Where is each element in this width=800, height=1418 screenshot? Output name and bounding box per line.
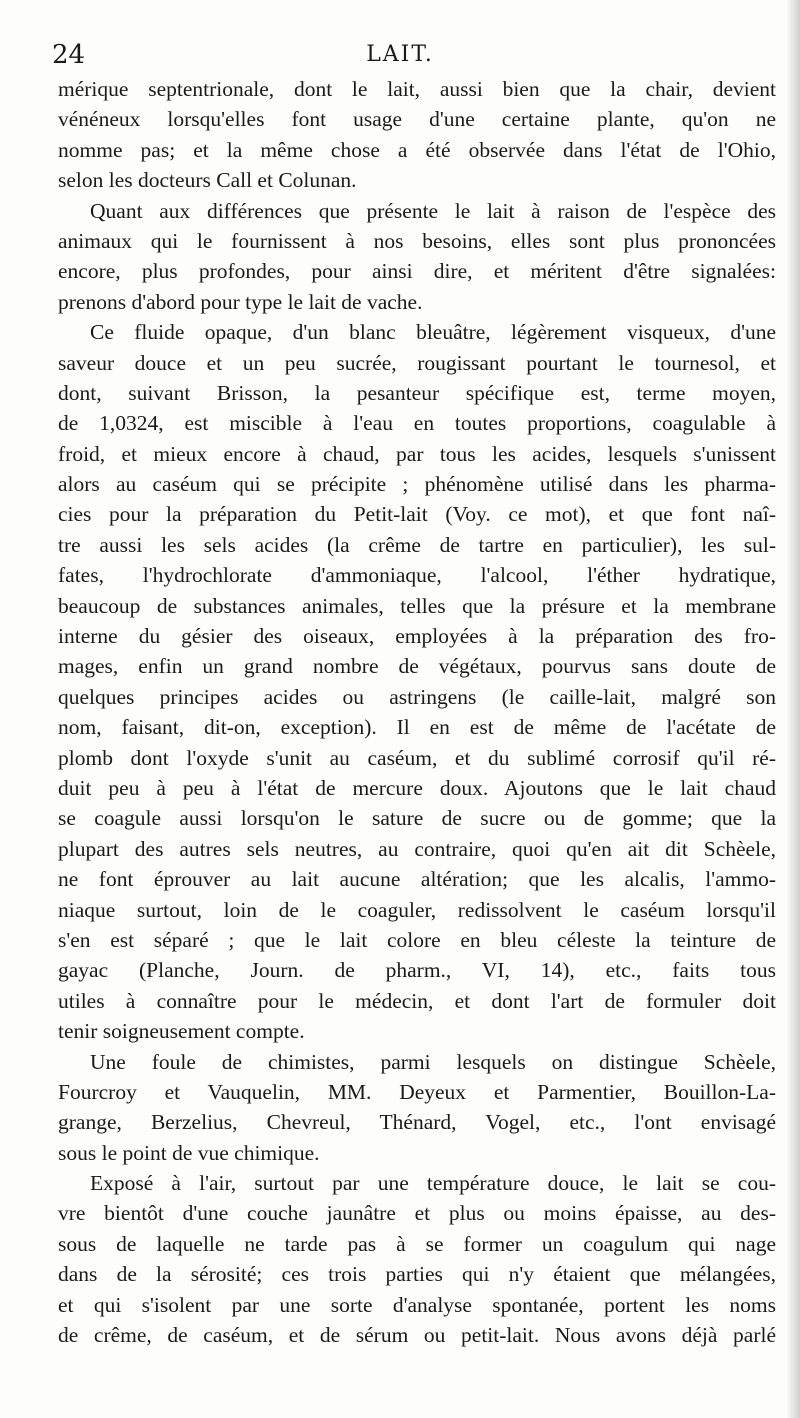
text-line: saveur douce et un peu sucrée, rougissant pourtant le tournesol, et bbox=[58, 350, 776, 375]
text-line: fates, l'hydrochlorate d'ammoniaque, l'alcool, l'éther hydratique, bbox=[58, 563, 776, 588]
running-title: LAIT. bbox=[366, 42, 434, 67]
text-line: cies pour la préparation du Petit-lait (Voy. ce mot), et que font naî- bbox=[58, 502, 776, 527]
text-line: dans de la sérosité; ces trois parties qui n'y étaient que mélangées, bbox=[58, 1262, 776, 1287]
text-line: froid, et mieux encore à chaud, par tous les acides, lesquels s'unissent bbox=[58, 441, 776, 466]
text-line: Exposé à l'air, surtout par une température douce, le lait se cou- bbox=[90, 1171, 776, 1196]
text-line: animaux qui le fournissent à nos besoins, elles sont plus prononcées bbox=[58, 228, 776, 253]
text-line: tenir soigneusement compte. bbox=[58, 1019, 305, 1044]
text-line: nom, faisant, dit-on, exception). Il en est de même de l'acétate de bbox=[58, 715, 776, 740]
text-line: nomme pas; et la même chose a été observée dans l'état de l'Ohio, bbox=[58, 137, 776, 162]
text-line: gayac (Planche, Journ. de pharm., VI, 14), etc., faits tous bbox=[58, 958, 776, 983]
text-line: prenons d'abord pour type le lait de vache. bbox=[58, 289, 423, 314]
text-line: s'en est séparé ; que le lait colore en bleu céleste la teinture de bbox=[58, 927, 776, 952]
text-line: alors au caséum qui se précipite ; phénomène utilisé dans les pharma- bbox=[58, 472, 776, 497]
text-line: grange, Berzelius, Chevreul, Thénard, Vogel, etc., l'ont envisagé bbox=[58, 1110, 776, 1135]
text-line: dont, suivant Brisson, la pesanteur spécifique est, terme moyen, bbox=[58, 380, 776, 405]
text-line: de 1,0324, est miscible à l'eau en toutes proportions, coagulable à bbox=[58, 411, 776, 436]
text-line: et qui s'isolent par une sorte d'analyse spontanée, portent les noms bbox=[58, 1292, 776, 1317]
text-line: utiles à connaître pour le médecin, et dont l'art de formuler doit bbox=[58, 988, 776, 1013]
text-line: selon les docteurs Call et Colunan. bbox=[58, 168, 357, 193]
text-line: mérique septentrionale, dont le lait, aussi bien que la chair, devient bbox=[58, 77, 776, 101]
text-line: quelques principes acides ou astringens (le caille-lait, malgré son bbox=[58, 684, 776, 709]
text-line: vre bientôt d'une couche jaunâtre et plus ou moins épaisse, au des- bbox=[58, 1201, 776, 1226]
text-line: interne du gésier des oiseaux, employées à la préparation des fro- bbox=[58, 624, 776, 649]
text-line: vénéneux lorsqu'elles font usage d'une certaine plante, qu'on ne bbox=[58, 107, 776, 132]
body-text bbox=[58, 74, 776, 1350]
page-edge-shadow bbox=[786, 0, 800, 1418]
text-line: Une foule de chimistes, parmi lesquels on distingue Schèele, bbox=[90, 1049, 776, 1074]
text-line: niaque surtout, loin de le coaguler, redissolvent le caséum lorsqu'il bbox=[58, 897, 776, 922]
text-line: Fourcroy et Vauquelin, MM. Deyeux et Parmentier, Bouillon-La- bbox=[58, 1079, 776, 1104]
text-line: Quant aux différences que présente le lait à raison de l'espèce des bbox=[90, 198, 776, 223]
text-line: tre aussi les sels acides (la crême de tartre en particulier), les sul- bbox=[58, 532, 776, 557]
text-line: Ce fluide opaque, d'un blanc bleuâtre, légèrement visqueux, d'une bbox=[90, 320, 776, 345]
text-line: encore, plus profondes, pour ainsi dire, et méritent d'être signalées: bbox=[58, 259, 776, 284]
text-line: mages, enfin un grand nombre de végétaux, pourvus sans doute de bbox=[58, 654, 776, 679]
text-line: beaucoup de substances animales, telles que la présure et la membrane bbox=[58, 593, 776, 618]
text-line: plomb dont l'oxyde s'unit au caséum, et du sublimé corrosif qu'il ré- bbox=[58, 745, 776, 770]
page-header bbox=[0, 38, 800, 74]
text-line: plupart des autres sels neutres, au contraire, quoi qu'en ait dit Schèele, bbox=[58, 836, 776, 861]
text-line: ne font éprouver au lait aucune altération; que les alcalis, l'ammo- bbox=[58, 867, 776, 892]
text-line: de crême, de caséum, et de sérum ou petit-lait. Nous avons déjà parlé bbox=[58, 1323, 776, 1348]
text-line: sous de laquelle ne tarde pas à se former un coagulum qui nage bbox=[58, 1231, 776, 1256]
page-number: 24 bbox=[52, 40, 86, 70]
text-line: sous le point de vue chimique. bbox=[58, 1140, 320, 1165]
text-line: duit peu à peu à l'état de mercure doux. Ajoutons que le lait chaud bbox=[58, 775, 776, 800]
text-line: se coagule aussi lorsqu'on le sature de sucre ou de gomme; que la bbox=[58, 806, 776, 831]
